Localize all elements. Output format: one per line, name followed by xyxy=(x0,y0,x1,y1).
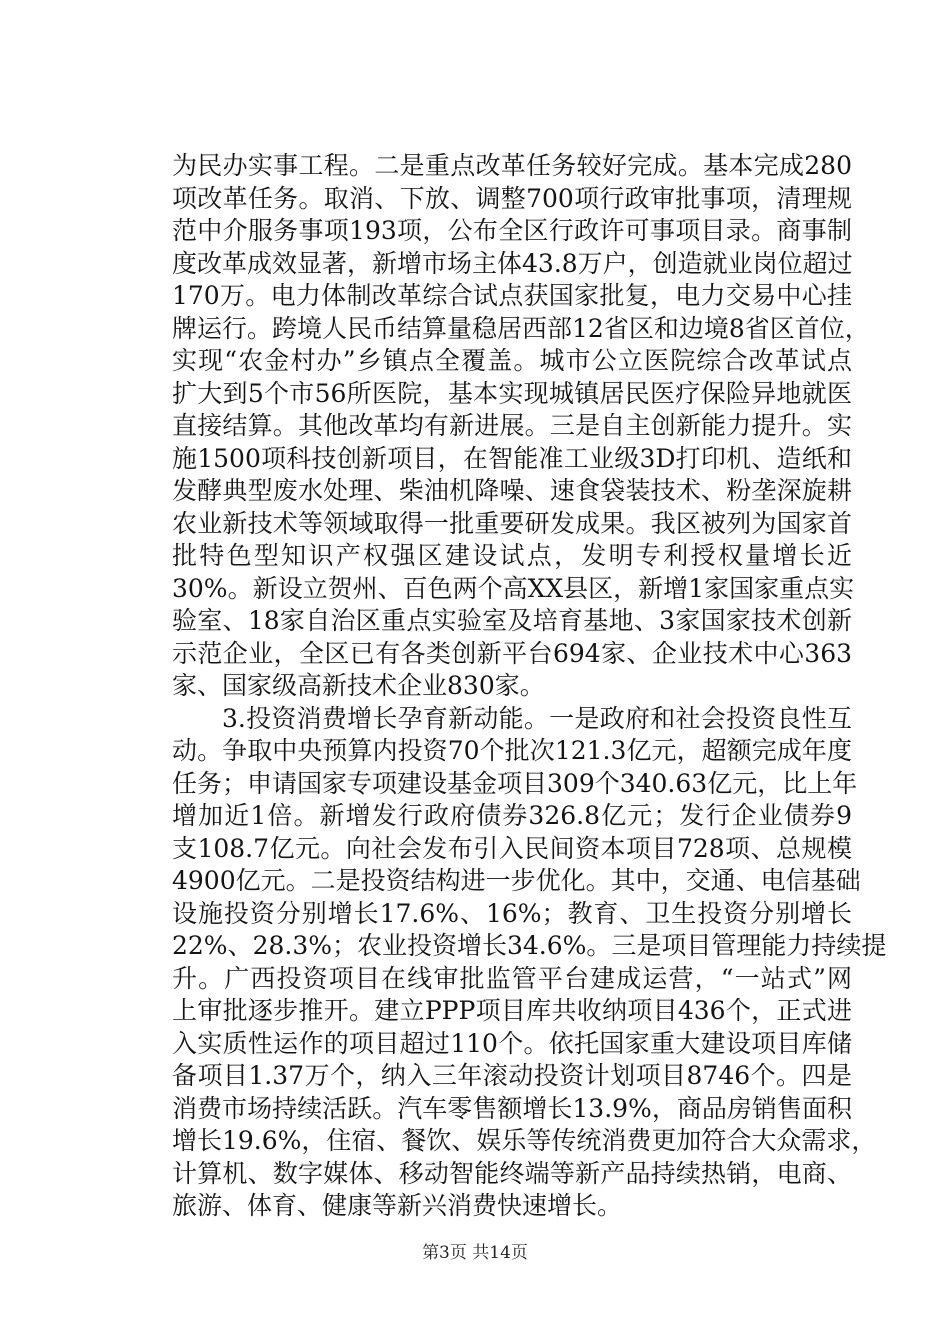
text-line: 计算机、数字媒体、移动智能终端等新产品持续热销，电商、 xyxy=(172,1158,852,1188)
text-line: 170万。电力体制改革综合试点获国家批复，电力交易中心挂 xyxy=(172,281,852,310)
text-line: 示范企业，全区已有各类创新平台694家、企业技术中心363 xyxy=(172,638,852,668)
text-line: 度改革成效显著，新增市场主体43.8万户，创造就业岗位超过 xyxy=(172,248,853,278)
text-line: 增长19.6%，住宿、餐饮、娱乐等传统消费更加符合大众需求， xyxy=(172,1126,877,1155)
text-line: 备项目1.37万个，纳入三年滚动投资计划项目8746个。四是 xyxy=(172,1061,852,1090)
text-line: 发酵典型废水处理、柴油机降噪、速食袋装技术、粉垄深旋耕 xyxy=(172,476,852,505)
text-line: 4900亿元。二是投资结构进一步优化。其中，交通、电信基础 xyxy=(172,866,861,895)
text-line: 验室、18家自治区重点实验室及培育基地、3家国家技术创新 xyxy=(172,606,852,635)
text-line: 项改革任务。取消、下放、调整700项行政审批事项，清理规 xyxy=(172,183,852,213)
text-line: 范中介服务事项193项，公布全区行政许可事项目录。商事制 xyxy=(172,216,852,245)
text-line: 直接结算。其他改革均有新进展。三是自主创新能力提升。实 xyxy=(172,411,852,440)
text-line: 农业新技术等领域取得一批重要研发成果。我区被列为国家首 xyxy=(172,508,852,538)
text-line: 实现“农金村办”乡镇点全覆盖。城市公立医院综合改革试点 xyxy=(172,346,852,375)
text-line: 旅游、体育、健康等新兴消费快速增长。 xyxy=(172,1191,623,1220)
paragraph-start-line: 3.投资消费增长孕育新动能。一是政府和社会投资良性互 xyxy=(222,703,852,733)
text-line: 批特色型知识产权强区建设试点，发明专利授权量增长近 xyxy=(172,541,852,570)
text-line: 升。广西投资项目在线审批监管平台建成运营，“一站式”网 xyxy=(172,963,852,993)
text-line: 施1500项科技创新项目，在智能准工业级3D打印机、造纸和 xyxy=(172,443,852,473)
body-text xyxy=(172,150,887,1223)
text-line: 为民办实事工程。二是重点改革任务较好完成。基本完成280 xyxy=(172,151,852,180)
text-line: 入实质性运作的项目超过110个。依托国家重大建设项目库储 xyxy=(172,1028,852,1058)
text-line: 30%。新设立贺州、百色两个高XX县区，新增1家国家重点实 xyxy=(172,573,855,603)
text-line: 设施投资分别增长17.6%、16%；教育、卫生投资分别增长 xyxy=(172,898,852,928)
text-line: 牌运行。跨境人民币结算量稳居西部12省区和边境8省区首位， xyxy=(172,313,870,343)
text-line: 支108.7亿元。向社会发布引入民间资本项目728项、总规模 xyxy=(172,833,852,863)
page-number-footer: 第3页 共14页 xyxy=(422,1243,528,1263)
text-line: 扩大到5个市56所医院，基本实现城镇居民医疗保险异地就医 xyxy=(172,378,852,408)
text-line: 消费市场持续活跃。汽车零售额增长13.9%，商品房销售面积 xyxy=(172,1093,852,1123)
text-line: 动。争取中央预算内投资70个批次121.3亿元，超额完成年度 xyxy=(172,736,852,765)
text-line: 家、国家级高新技术企业830家。 xyxy=(172,671,545,700)
text-line: 22%、28.3%；农业投资增长34.6%。三是项目管理能力持续提 xyxy=(172,931,887,960)
text-line: 增加近1倍。新增发行政府债券326.8亿元；发行企业债券9 xyxy=(172,801,852,830)
text-line: 上审批逐步推开。建立PPP项目库共收纳项目436个，正式进 xyxy=(172,996,852,1025)
text-line: 任务；申请国家专项建设基金项目309个340.63亿元，比上年 xyxy=(172,768,858,798)
